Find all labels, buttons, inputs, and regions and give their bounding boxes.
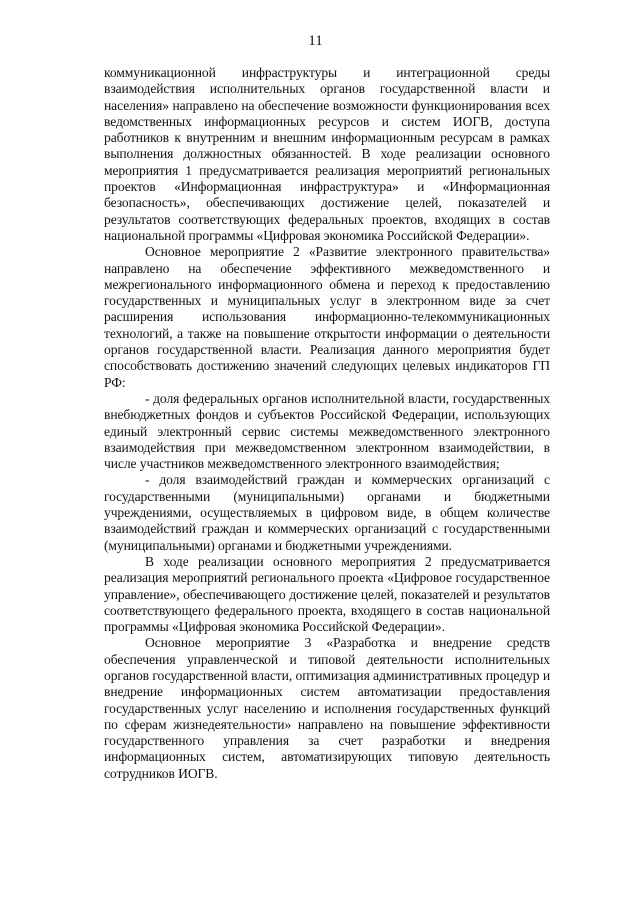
paragraph-indicator-1: - доля федеральных органов исполнительной власти, государственных внебюджетных фондов и субъектов Российской Федерации, использующих единый электронный сервис системы межведомственного электронного взаимодействия при межведомственном электронном взаимодействии, в числе участников межведомственного электронного взаимодействия; [104, 390, 550, 472]
paragraph-implementation-2: В ходе реализации основного мероприятия 2 предусматривается реализация мероприятий регионального проекта «Цифровое государственное управление», обеспечивающего достижение целей, показателей и результатов соответствующего федерального проекта, входящего в состав национальной программы «Цифровая экономика Российской Федерации». [104, 553, 550, 635]
paragraph-continuation: коммуникационной инфраструктуры и интеграционной среды взаимодействия исполнительных органов государственной власти и населения» направлено на обеспечение возможности функционирования всех ведомственных информационных ресурсов и систем ИОГВ, доступа работников к внутренним и внешним информационным ресурсам в рамках выполнения должностных обязанностей. В ходе реализации основного мероприятия 1 предусматривается реализация мероприятий региональных проектов «Информационная инфраструктура» и «Информационная безопасность», обеспечивающих достижение целей, показателей и результатов соответствующих федеральных проектов, входящих в состав национальной программы «Цифровая экономика Российской Федерации». [104, 65, 550, 243]
paragraph-indicator-2: - доля взаимодействий граждан и коммерческих организаций с государственными (муниципальными) органами и бюджетными учреждениями, осуществляемых в цифровом виде, в общем количестве взаимодействий граждан и коммерческих организаций с государственными (муниципальными) органами и бюджетными учреждениями. [104, 472, 550, 553]
paragraph-main-activity-2: Основное мероприятие 2 «Развитие электронного правительства» направлено на обеспечение эффективного межведомственного и межрегионального информационного обмена и переход к предоставлению государственных и муниципальных услуг в электронном виде за счет расширения использования информационно-телекоммуникационных технологий, а также на повышение открытости информации о деятельности органов государственной власти. Реализация данного мероприятия будет способствовать достижению значений следующих целевых индикаторов ГП РФ: [104, 244, 550, 390]
paragraph-main-activity-3: Основное мероприятие 3 «Разработка и внедрение средств обеспечения управленческой и типовой деятельности исполнительных органов государственной власти, оптимизация административных процедур и внедрение информационных систем автоматизации предоставления государственных услуг населению и исполнения государственных функций по сферам жизнедеятельности» направлено на повышение эффективности государственного управления за счет разработки и внедрения информационных систем, автоматизирующих типовую деятельность сотрудников ИОГВ. [104, 635, 550, 781]
page-number: 11 [308, 33, 323, 49]
document-body [104, 65, 550, 782]
